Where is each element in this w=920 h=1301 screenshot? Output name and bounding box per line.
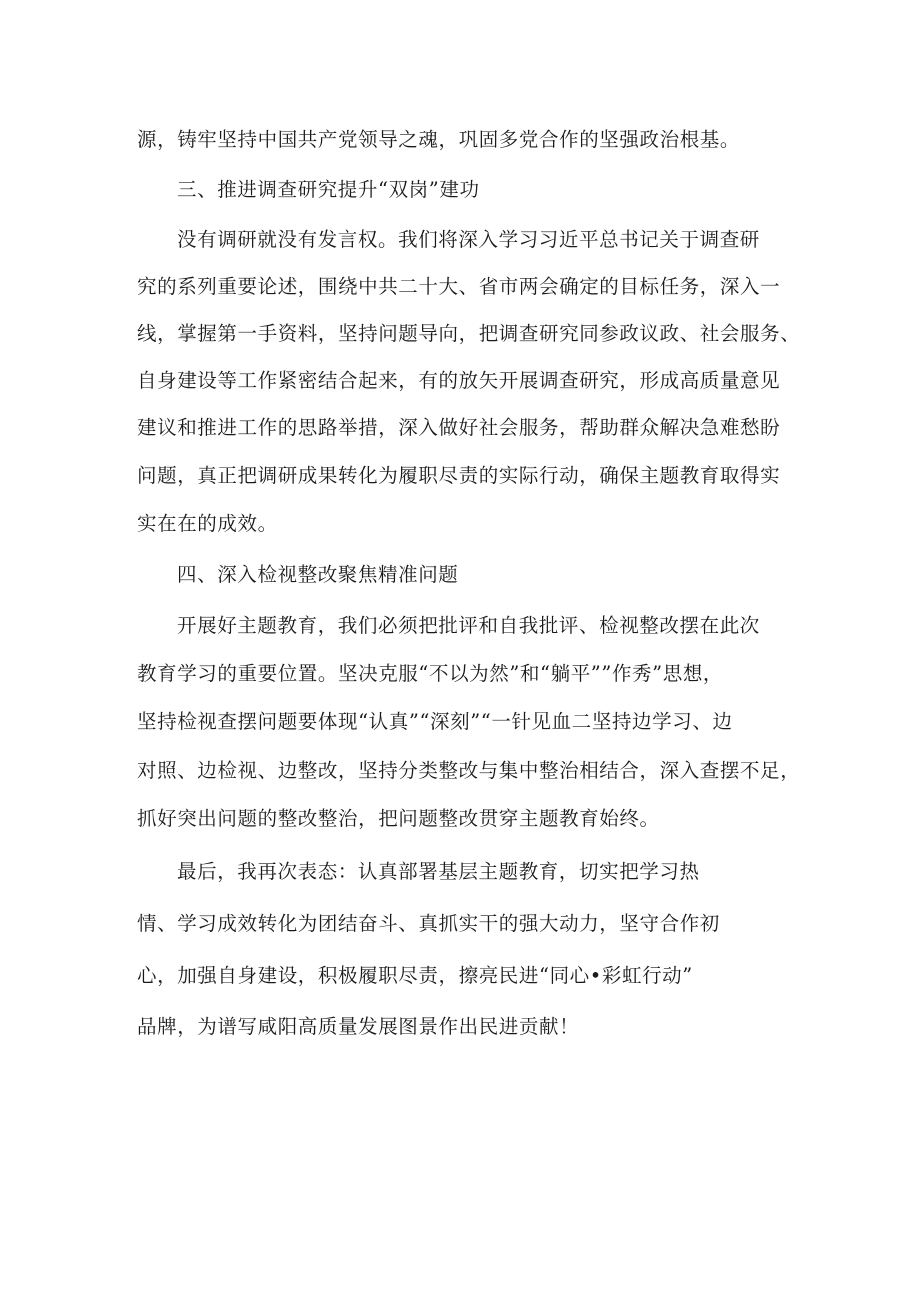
section-heading: 四、深入检视整改聚焦精准问题 xyxy=(177,563,459,586)
text-line: 没有调研就没有发言权。我们将深入学习习近平总书记关于调查研 xyxy=(177,228,760,251)
text-line: 情、学习成效转化为团结奋斗、真抓实干的强大动力，坚守合作初 xyxy=(137,912,720,935)
text-line: 源，铸牢坚持中国共产党领导之魂，巩固多党合作的坚强政治根基。 xyxy=(137,128,741,151)
text-line: 开展好主题教育，我们必须把批评和自我批评、检视整改摆在此次 xyxy=(177,614,760,637)
text-line: 坚持检视查摆问题要体现“认真”“深刻”“一针见血二坚持边学习、边 xyxy=(137,710,733,733)
text-line: 线，掌握第一手资料，坚持问题导向，把调查研究同参政议政、社会服务、 xyxy=(137,322,801,345)
text-line: 教育学习的重要位置。坚决克服“不以为然”和“躺平””作秀”思想， xyxy=(137,662,724,685)
text-line: 最后，我再次表态：认真部署基层主题教育，切实把学习热 xyxy=(177,860,700,883)
text-line: 实在在的成效。 xyxy=(137,512,278,535)
text-line: 问题，真正把调研成果转化为履职尽责的实际行动，确保主题教育取得实 xyxy=(137,464,781,487)
text-line: 对照、边检视、边整改，坚持分类整改与集中整治相结合，深入查摆不足， xyxy=(137,759,801,782)
text-line: 自身建设等工作紧密结合起来，有的放矢开展调查研究，形成高质量意见 xyxy=(137,369,781,392)
text-line: 品牌，为谱写咸阳高质量发展图景作出民进贡献！ xyxy=(137,1015,580,1038)
section-heading: 三、推进调查研究提升“双岗”建功 xyxy=(177,178,480,201)
text-line: 建议和推进工作的思路举措，深入做好社会服务，帮助群众解决急难愁盼 xyxy=(137,416,781,439)
text-line: 究的系列重要论述，围绕中共二十大、省市两会确定的目标任务，深入一 xyxy=(137,275,781,298)
text-line: 抓好突出问题的整改整治，把问题整改贯穿主题教育始终。 xyxy=(137,807,660,830)
text-line: 心，加强自身建设，积极履职尽责，擦亮民进“同心•彩虹行动” xyxy=(137,964,693,987)
